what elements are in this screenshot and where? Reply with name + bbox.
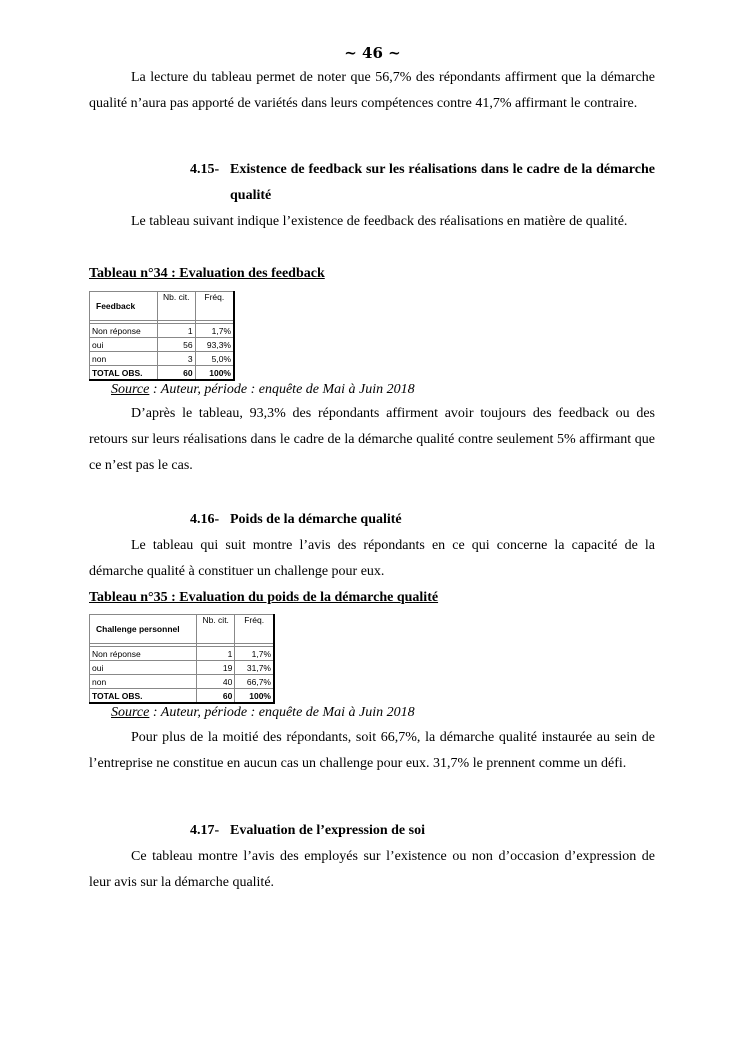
source-text: : Auteur, période : enquête de Mai à Juin 2018 xyxy=(152,382,415,397)
table-total-row xyxy=(90,366,235,381)
paragraph-intro: La lecture du tableau permet de noter que 56,7% des répondants affirment que la démarche qualité n’aura pas apporté de variétés dans leurs compétences contre 41,7% affirmant le contraire. xyxy=(89,70,655,111)
source-label: Source xyxy=(111,705,150,720)
source-label: Source xyxy=(111,382,150,397)
table-row xyxy=(90,661,275,675)
row-label: oui xyxy=(90,661,197,675)
section-title: Existence de feedback sur les réalisations dans le cadre de la démarche qualité xyxy=(230,162,655,203)
table-row xyxy=(90,338,235,352)
section-number: 4.17- xyxy=(190,823,220,838)
row-count: 1 xyxy=(197,647,235,661)
section-heading-4-15 xyxy=(190,157,655,209)
section-title: Poids de la démarche qualité xyxy=(230,512,402,527)
row-frequency: 66,7% xyxy=(235,675,274,689)
row-frequency: 5,0% xyxy=(195,352,234,366)
section-heading-4-16 xyxy=(190,507,655,533)
column-header-freq: Fréq. xyxy=(195,292,234,321)
table-row xyxy=(90,675,275,689)
table-row xyxy=(90,324,235,338)
row-label: non xyxy=(90,675,197,689)
paragraph-expression-intro: Ce tableau montre l’avis des employés sur l’existence ou non d’occasion d’expression de leur avis sur la démarche qualité. xyxy=(89,849,655,890)
paragraph-table34-intro: Le tableau suivant indique l’existence de feedback des réalisations en matière de qualité. xyxy=(131,214,628,229)
table-34 xyxy=(89,291,235,381)
total-frequency: 100% xyxy=(195,366,234,381)
row-label: oui xyxy=(90,338,158,352)
row-label: non xyxy=(90,352,158,366)
table-35 xyxy=(89,614,275,704)
section-number: 4.15- xyxy=(190,162,220,177)
column-header-nb-cit: Nb. cit. xyxy=(157,292,195,321)
row-count: 40 xyxy=(197,675,235,689)
total-count: 60 xyxy=(157,366,195,381)
paragraph-table35-analysis: Pour plus de la moitié des répondants, soit 66,7%, la démarche qualité instaurée au sein de l’entreprise ne constitue en aucun cas un challenge pour eux. 31,7% le prennent comme un défi. xyxy=(89,730,655,771)
table-header-feedback: Feedback xyxy=(90,292,158,321)
row-frequency: 93,3% xyxy=(195,338,234,352)
table-row xyxy=(90,647,275,661)
row-frequency: 31,7% xyxy=(235,661,274,675)
table-34-caption: Tableau n°34 : Evaluation des feedback xyxy=(89,266,325,281)
row-label: Non réponse xyxy=(90,324,158,338)
section-heading-4-17 xyxy=(190,818,655,844)
row-count: 19 xyxy=(197,661,235,675)
total-count: 60 xyxy=(197,689,235,704)
row-frequency: 1,7% xyxy=(195,324,234,338)
total-label: TOTAL OBS. xyxy=(90,689,197,704)
row-label: Non réponse xyxy=(90,647,197,661)
section-number: 4.16- xyxy=(190,512,220,527)
table-header-challenge: Challenge personnel xyxy=(90,615,197,644)
paragraph-table35-intro: Le tableau qui suit montre l’avis des répondants en ce qui concerne la capacité de la démarche qualité à constituer un challenge pour eux. xyxy=(89,538,655,579)
table-35-source xyxy=(111,704,415,722)
row-count: 3 xyxy=(157,352,195,366)
table-total-row xyxy=(90,689,275,704)
row-count: 56 xyxy=(157,338,195,352)
table-35-caption: Tableau n°35 : Evaluation du poids de la démarche qualité xyxy=(89,590,439,605)
column-header-freq: Fréq. xyxy=(235,615,274,644)
paragraph-table34-analysis: D’après le tableau, 93,3% des répondants affirment avoir toujours des feedback ou des retours sur leurs réalisations dans le cadre de la démarche qualité contre seulement 5% affirmant que ce n’est pas le cas. xyxy=(89,406,655,473)
row-frequency: 1,7% xyxy=(235,647,274,661)
row-count: 1 xyxy=(157,324,195,338)
total-label: TOTAL OBS. xyxy=(90,366,158,381)
page-number: ~ 46 ~ xyxy=(344,44,401,62)
column-header-nb-cit: Nb. cit. xyxy=(197,615,235,644)
table-34-source xyxy=(111,381,415,399)
total-frequency: 100% xyxy=(235,689,274,704)
table-row xyxy=(90,352,235,366)
source-text: : Auteur, période : enquête de Mai à Juin 2018 xyxy=(152,705,415,720)
section-title: Evaluation de l’expression de soi xyxy=(230,823,425,838)
